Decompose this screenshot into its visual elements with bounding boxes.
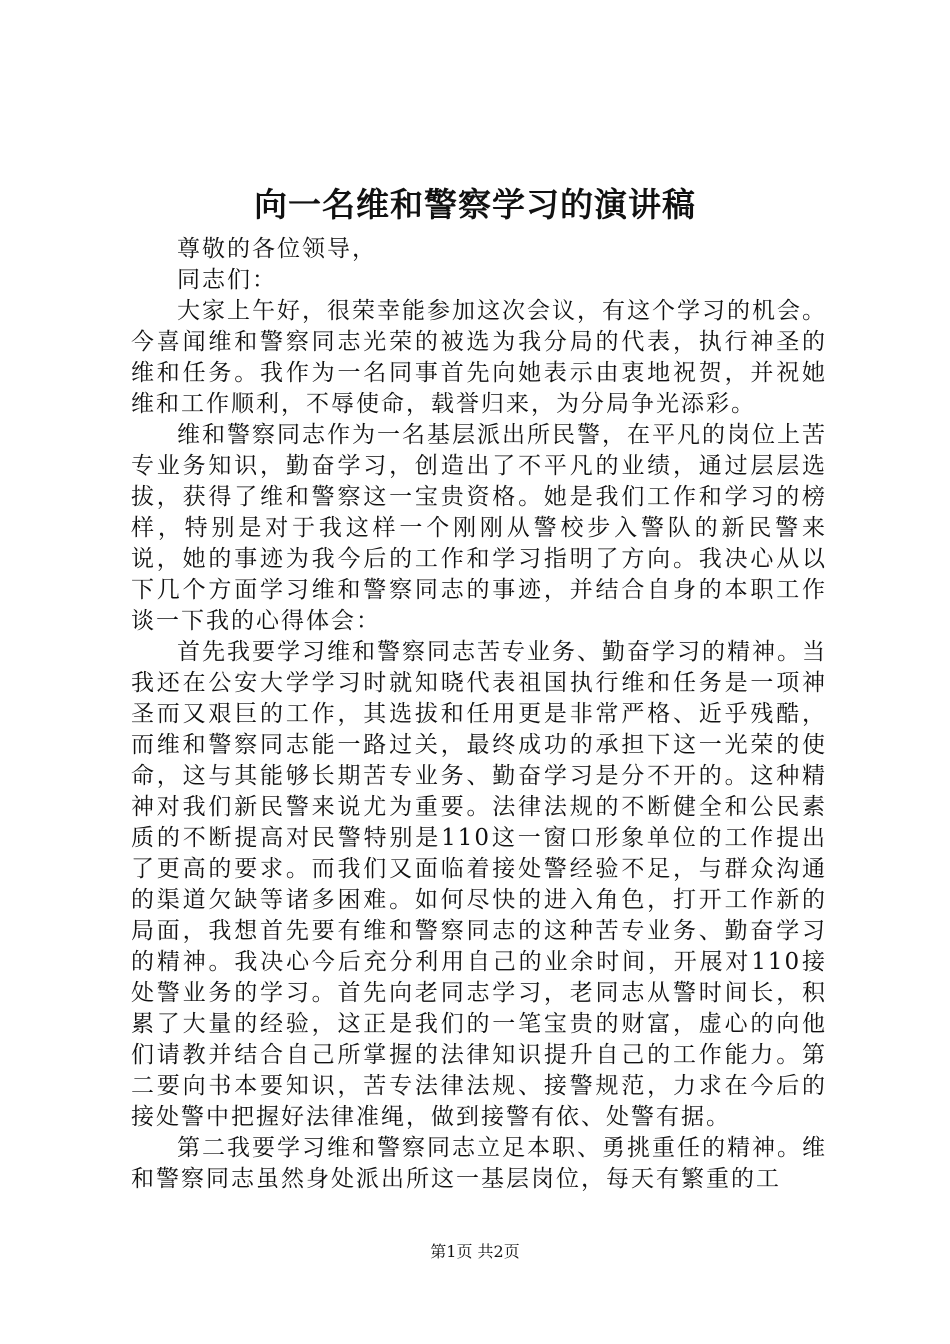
body-paragraph: 维和警察同志作为一名基层派出所民警，在平凡的岗位上苦专业务知识，勤奋学习，创造出了不平凡的业绩，通过层层选拔，获得了维和警察这一宝贵资格。她是我们工作和学习的榜样，特别是对于我这样一个刚刚从警校步入警队的新民警来说，她的事迹为我今后的工作和学习指明了方向。我决心从以下几个方面学习维和警察同志的事迹，并结合自身的本职工作谈一下我的心得体会： xyxy=(131,422,827,634)
document-title: 向一名维和警察学习的演讲稿 xyxy=(254,185,696,224)
page-number-footer: 第1页 共2页 xyxy=(430,1242,520,1261)
body-paragraph: 第二我要学习维和警察同志立足本职、勇挑重任的精神。维和警察同志虽然身处派出所这一基层岗位，每天有繁重的工 xyxy=(131,1135,827,1192)
salutation-line: 同志们： xyxy=(177,267,277,293)
document-body xyxy=(131,234,827,1195)
body-paragraph: 大家上午好，很荣幸能参加这次会议，有这个学习的机会。今喜闻维和警察同志光荣的被选为我分局的代表，执行神圣的维和任务。我作为一名同事首先向她表示由衷地祝贺，并祝她维和工作顺利，不辱使命，载誉归来，为分局争光添彩。 xyxy=(131,298,827,417)
salutation-line: 尊敬的各位领导， xyxy=(177,236,377,262)
body-paragraph: 首先我要学习维和警察同志苦专业务、勤奋学习的精神。当我还在公安大学学习时就知晓代表祖国执行维和任务是一项神圣而又艰巨的工作，其选拔和任用更是非常严格、近乎残酷，而维和警察同志能一路过关，最终成功的承担下这一光荣的使命，这与其能够长期苦专业务、勤奋学习是分不开的。这种精神对我们新民警来说尤为重要。法律法规的不断健全和公民素质的不断提高对民警特别是110这一窗口形象单位的工作提出了更高的要求。而我们又面临着接处警经验不足，与群众沟通的渠道欠缺等诸多困难。如何尽快的进入角色，打开工作新的局面，我想首先要有维和警察同志的这种苦专业务、勤奋学习的精神。我决心今后充分利用自己的业余时间，开展对110接处警业务的学习。首先向老同志学习，老同志从警时间长，积累了大量的经验，这正是我们的一笔宝贵的财富，虚心的向他们请教并结合自己所掌握的法律知识提升自己的工作能力。第二要向书本要知识，苦专法律法规、接警规范，力求在今后的接处警中把握好法律准绳，做到接警有依、处警有据。 xyxy=(131,639,827,1130)
